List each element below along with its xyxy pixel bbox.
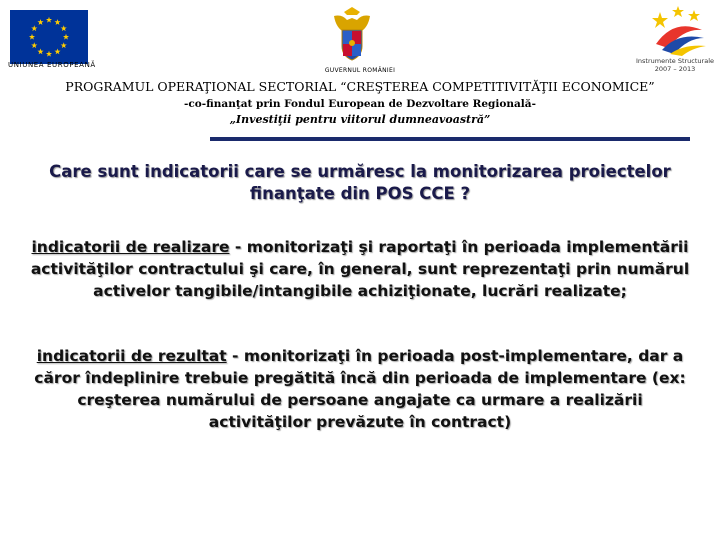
eu-star-icon <box>46 17 52 23</box>
eu-star-icon <box>37 19 43 25</box>
eu-star-icon <box>54 49 60 55</box>
romania-coat-of-arms-logo <box>330 6 374 64</box>
indicator-term: indicatorii de realizare <box>31 238 230 256</box>
eu-star-icon <box>61 25 67 31</box>
header-divider <box>210 137 690 141</box>
eu-stars-icon <box>10 10 88 64</box>
eu-flag-logo <box>10 10 88 64</box>
eu-star-icon <box>29 34 35 40</box>
question-heading <box>20 161 700 205</box>
cofinancing-note: -co-finanţat prin Fondul European de Dezvoltare Regională- <box>184 98 536 110</box>
paragraph-line: creşterea numărului de persoane angajate ca urmare a realizării <box>77 391 643 409</box>
indicator-description: - monitorizaţi în perioada post-implementare, dar a <box>226 347 684 365</box>
government-label: GUVERNUL ROMÂNIEI <box>324 67 396 74</box>
eu-label: UNIUNEA EUROPEANĂ <box>8 61 96 69</box>
paragraph-line: activităţilor prevăzute în contract) <box>208 413 512 431</box>
question-line2: finanţate din POS CCE ? <box>249 184 471 203</box>
paragraph-line: activităţilor contractului şi care, în general, sunt reprezentaţi prin numărul <box>30 260 690 278</box>
indicator-rezultat-paragraph <box>16 345 704 433</box>
paragraph-line: căror îndeplinire trebuie pregătită încă din perioada de implementare (ex: <box>34 369 686 387</box>
eu-star-icon <box>61 42 67 48</box>
paragraph-line <box>16 236 704 258</box>
eu-star-icon <box>54 19 60 25</box>
structural-instruments-label <box>630 57 720 73</box>
eu-star-icon <box>31 42 37 48</box>
program-motto: „Investiţii pentru viitorul dumneavoastră” <box>229 113 491 126</box>
eu-star-icon <box>37 49 43 55</box>
program-title: PROGRAMUL OPERAŢIONAL SECTORIAL “CREŞTEREA COMPETITIVITĂŢII ECONOMICE” <box>65 79 655 94</box>
is-label-line1: Instrumente Structurale <box>636 57 714 65</box>
eu-star-icon <box>63 34 69 40</box>
is-label-line2: 2007 – 2013 <box>654 65 696 73</box>
paragraph-line <box>16 345 704 367</box>
eu-star-icon <box>31 25 37 31</box>
paragraph-line: activelor tangibile/intangibile achiziţionate, lucrări realizate; <box>93 282 627 300</box>
indicator-description: - monitorizaţi şi raportaţi în perioada implementării <box>229 238 689 256</box>
question-line1: Care sunt indicatorii care se urmăresc la monitorizarea proiectelor <box>49 162 671 181</box>
eu-star-icon <box>46 51 52 57</box>
indicator-realizare-paragraph <box>16 236 704 302</box>
indicator-term: indicatorii de rezultat <box>36 347 227 365</box>
structural-instruments-logo <box>648 4 708 56</box>
